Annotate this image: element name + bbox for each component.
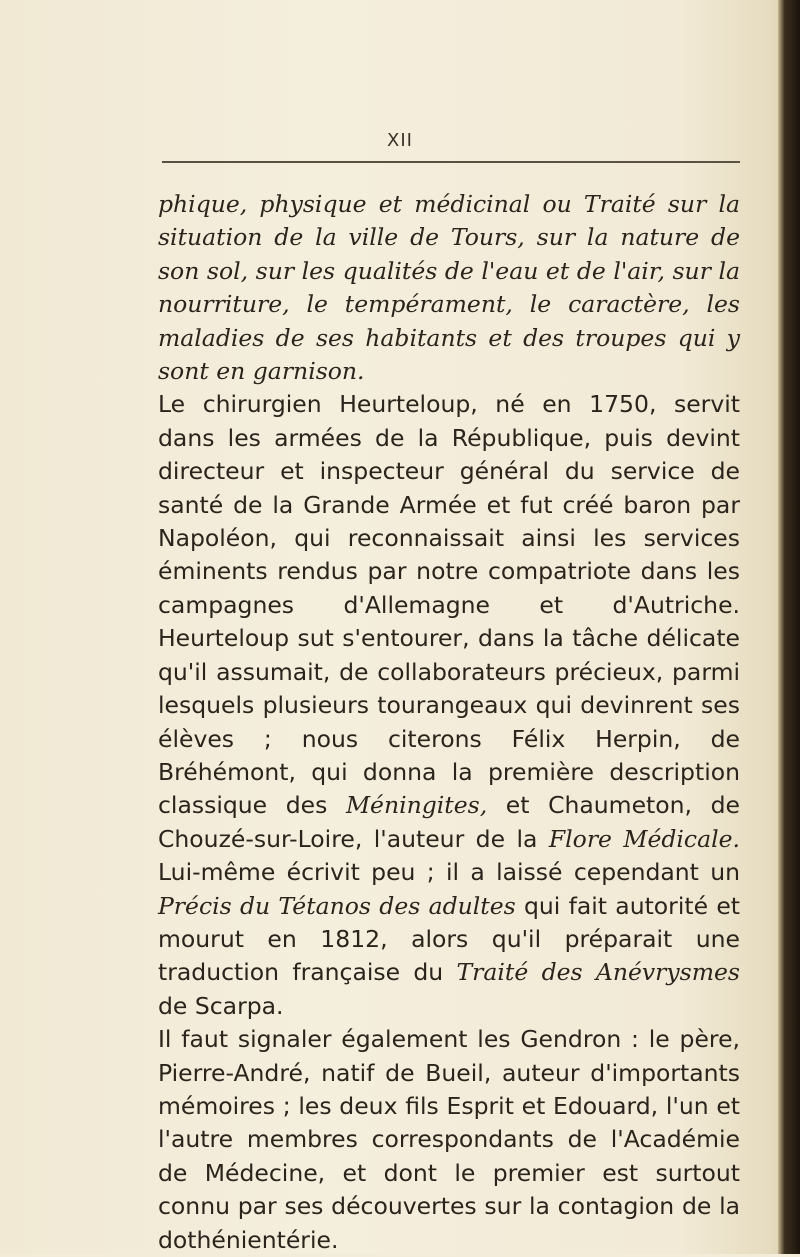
page-number: XII [387,130,413,151]
text-span: phique, physique et médicinal ou Traité sur la situation de la ville de Tours, sur la nature de son sol, sur les qualités de l'eau et de l'air, sur la nourriture, le tempérament, le caractère, les maladies de ses habitants et des troupes qui y sont en garnison. [158,190,740,386]
text-span: qui fait autorité et mourut en 1812, alors qu'il préparait une traduction française du [158,891,740,987]
text-span: Il faut signaler également les Gendron : le père, Pierre-André, natif de Bueil, auteur d'importants mémoires ; les deux fils Esprit et Edouard, l'un et l'autre membres correspondants de l'Académie de Médecine, et dont le premier est surtout connu par ses découvertes sur la contagion de la dothénientérie. [158,1025,740,1254]
paragraph [158,1023,740,1257]
paragraph [158,388,740,1023]
body-text [158,188,740,1257]
text-span: Traité des Anévrysmes [456,958,740,987]
header-rule [162,161,740,163]
text-span: Précis du Tétanos des adultes [158,891,516,920]
text-span: et Chaumeton, de Chouzé-sur-Loire, l'auteur de la [158,791,740,853]
book-binding-edge [778,0,800,1254]
text-span: Méningites, [345,791,488,820]
text-span: Lui-même écrivit peu ; il a laissé cependant un [158,858,740,887]
paragraph [158,188,740,388]
text-span: Flore Médicale. [548,824,740,853]
text-span: Le chirurgien Heurteloup, né en 1750, servit dans les armées de la République, puis devint directeur et inspecteur général du service de santé de la Grande Armée et fut créé baron par Napoléon, qui reconnaissait ainsi les services éminents rendus par notre compatriote dans les campagnes d'Allemagne et d'Autriche. Heurteloup sut s'entourer, dans la tâche délicate qu'il assumait, de collaborateurs précieux, parmi lesquels plusieurs tourangeaux qui devinrent ses élèves ; nous citerons Félix Herpin, de Bréhémont, qui donna la première description classique des [158,390,740,820]
text-span: de Scarpa. [158,991,284,1020]
